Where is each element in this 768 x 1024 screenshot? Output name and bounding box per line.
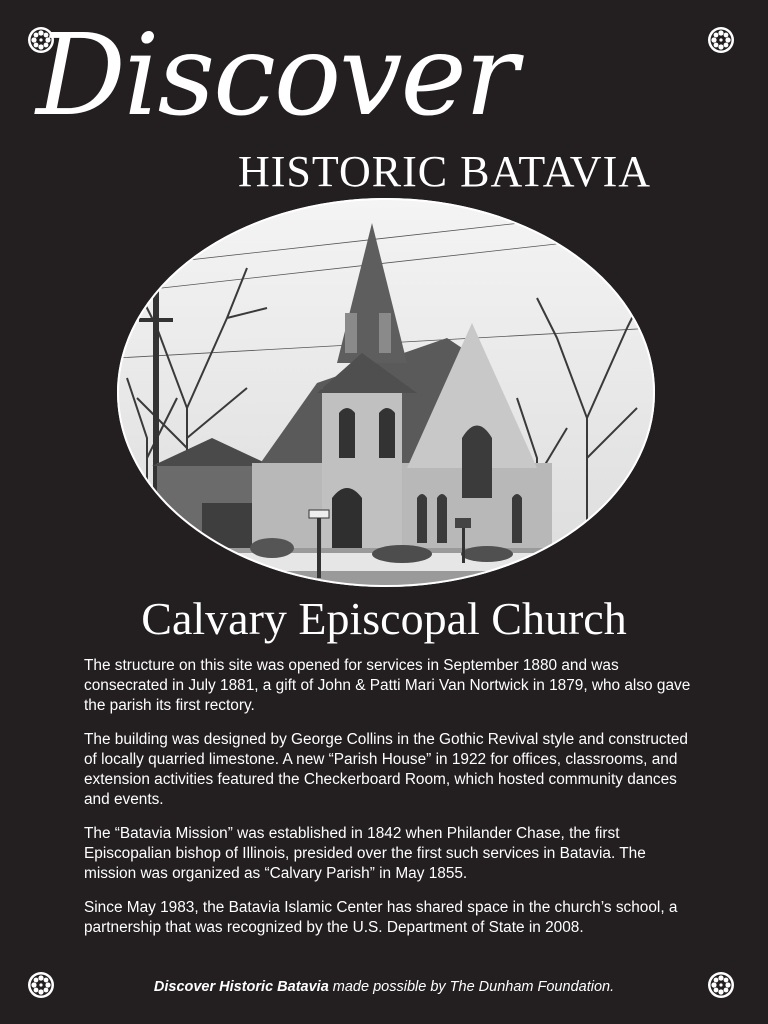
church-photo [117, 198, 655, 587]
rosette-icon [707, 26, 735, 54]
paragraph: The “Batavia Mission” was established in 1842 when Philander Chase, the first Episcopalian bishop of Illinois, presided over the first such services in Batavia. The mission was organized as “Calvary Parish” in May 1855. [84, 825, 646, 882]
script-title: Discover [36, 11, 517, 141]
description [84, 656, 694, 952]
church-title: Calvary Episcopal Church [141, 593, 627, 644]
footer-credit [0, 979, 768, 995]
footer-sponsor: made possible by The Dunham Foundation. [328, 979, 615, 995]
footer-program-name: Discover Historic Batavia [153, 979, 329, 995]
page-subtitle: HISTORIC BATAVIA [238, 147, 652, 196]
paragraph: Since May 1983, the Batavia Islamic Center has shared space in the church’s school, a partnership that was recognized by the U.S. Department of State in 2008. [84, 899, 678, 936]
paragraph: The building was designed by George Collins in the Gothic Revival style and constructed of locally quarried limestone. A new “Parish House” in 1922 for offices, classrooms, and extension activities featured the Checkerboard Room, which hosted community dances and events. [84, 731, 688, 808]
paragraph: The structure on this site was opened for services in September 1880 and was consecrated in July 1881, a gift of John & Patti Mari Van Nortwick in 1879, who also gave the parish its first rectory. [84, 657, 691, 714]
